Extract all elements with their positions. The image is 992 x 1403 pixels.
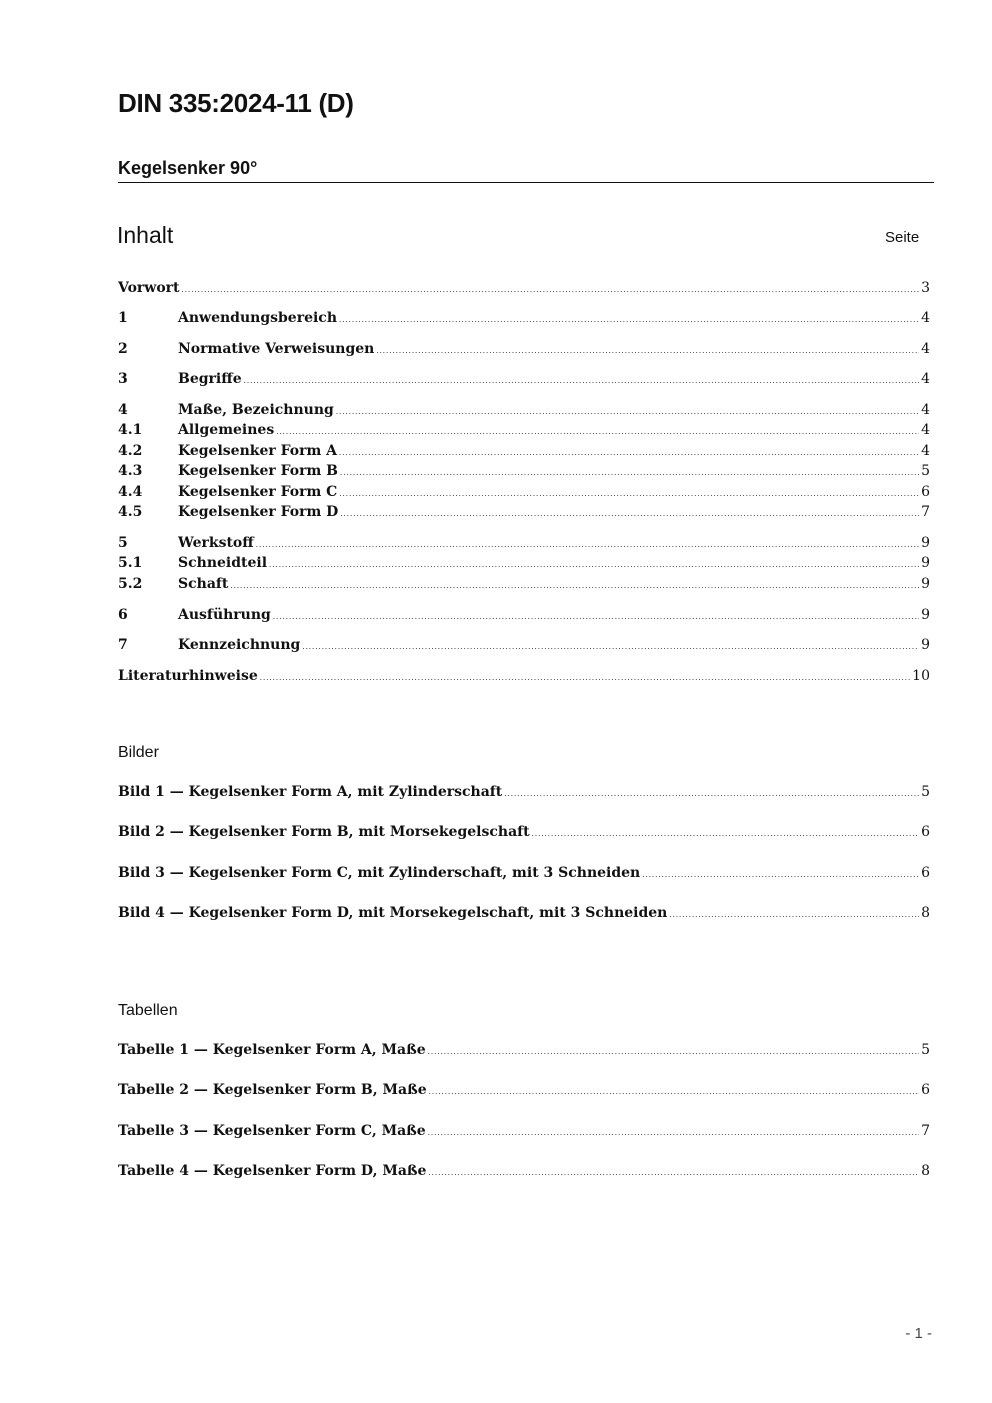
toc-entry-page: 7 <box>921 504 930 520</box>
toc-entry-page: 9 <box>921 535 930 551</box>
toc-entry[interactable] <box>118 504 930 524</box>
toc-entry-number: 2 <box>118 341 128 357</box>
toc-entry-title: Vorwort <box>118 280 180 296</box>
page-number: - 1 - <box>905 1325 932 1342</box>
table-entry-page: 5 <box>921 1042 930 1058</box>
toc-leader-dots <box>230 576 919 592</box>
toc-leader-dots <box>260 668 910 684</box>
toc-leader-dots <box>669 905 919 921</box>
tables-heading: Tabellen <box>118 1002 178 1019</box>
toc-entry-title: Kegelsenker Form A <box>178 443 338 459</box>
toc-leader-dots <box>340 463 919 479</box>
toc-entry-number: 1 <box>118 310 128 326</box>
toc-leader-dots <box>532 824 919 840</box>
toc-leader-dots <box>339 484 919 500</box>
toc-entry-title: Allgemeines <box>178 422 275 438</box>
toc-entry-title: Schaft <box>178 576 229 592</box>
toc-entry-page: 4 <box>921 371 930 387</box>
toc-entry-number: 5.1 <box>118 555 143 571</box>
toc-entry[interactable] <box>118 422 930 442</box>
toc-entry-number: 4 <box>118 402 128 418</box>
toc-entry-page: 9 <box>921 607 930 623</box>
figures-heading: Bilder <box>118 744 159 761</box>
toc-entry[interactable] <box>118 607 930 627</box>
toc-entry-page: 4 <box>921 310 930 326</box>
toc-leader-dots <box>256 535 919 551</box>
toc-leader-dots <box>340 504 919 520</box>
figure-entry[interactable] <box>118 865 930 885</box>
toc-entry-number: 4.3 <box>118 463 143 479</box>
toc-leader-dots <box>504 784 919 800</box>
toc-leader-dots <box>339 443 919 459</box>
toc-entry-number: 6 <box>118 607 128 623</box>
toc-leader-dots <box>273 607 919 623</box>
toc-leader-dots <box>642 865 919 881</box>
toc-leader-dots <box>428 1123 919 1139</box>
toc-entry[interactable] <box>118 443 930 463</box>
figure-entry[interactable] <box>118 784 930 804</box>
figure-entry[interactable] <box>118 905 930 925</box>
table-entry[interactable] <box>118 1082 930 1102</box>
toc-entry-page: 9 <box>921 576 930 592</box>
table-entry-page: 7 <box>921 1123 930 1139</box>
document-subtitle: Kegelsenker 90° <box>118 158 258 178</box>
toc-entry-title: Normative Verweisungen <box>178 341 375 357</box>
toc-entry[interactable] <box>118 310 930 330</box>
toc-entry-number: 7 <box>118 637 128 653</box>
toc-entry[interactable] <box>118 668 930 688</box>
toc-leader-dots <box>276 422 919 438</box>
toc-entry-title: Ausführung <box>178 607 271 623</box>
title-divider <box>118 182 934 183</box>
toc-entry-number: 4.1 <box>118 422 143 438</box>
toc-entry-title: Begriffe <box>178 371 242 387</box>
figure-entry-page: 8 <box>921 905 930 921</box>
toc-entry-title: Literaturhinweise <box>118 668 258 684</box>
table-entry[interactable] <box>118 1163 930 1183</box>
toc-leader-dots <box>302 637 919 653</box>
table-entry-title: Tabelle 1 — Kegelsenker Form A, Maße <box>118 1042 426 1058</box>
toc-entry-title: Kegelsenker Form C <box>178 484 338 500</box>
table-entry[interactable] <box>118 1042 930 1062</box>
toc-entry-number: 5 <box>118 535 128 551</box>
toc-entry-title: Schneidteil <box>178 555 268 571</box>
toc-entry-title: Kegelsenker Form D <box>178 504 339 520</box>
toc-entry[interactable] <box>118 463 930 483</box>
toc-leader-dots <box>428 1042 919 1058</box>
toc-entry[interactable] <box>118 402 930 422</box>
toc-entry-page: 4 <box>921 402 930 418</box>
table-entry-page: 6 <box>921 1082 930 1098</box>
toc-leader-dots <box>376 341 919 357</box>
figure-entry-page: 6 <box>921 865 930 881</box>
figure-entry-page: 6 <box>921 824 930 840</box>
toc-entry-number: 5.2 <box>118 576 143 592</box>
toc-entry-title: Anwendungsbereich <box>178 310 337 326</box>
figure-entry-title: Bild 3 — Kegelsenker Form C, mit Zylinderschaft, mit 3 Schneiden <box>118 865 641 881</box>
toc-entry-page: 4 <box>921 341 930 357</box>
toc-leader-dots <box>182 280 920 296</box>
toc-entry-page: 4 <box>921 422 930 438</box>
toc-entry-number: 4.4 <box>118 484 143 500</box>
toc-entry[interactable] <box>118 576 930 596</box>
table-entry-title: Tabelle 3 — Kegelsenker Form C, Maße <box>118 1123 426 1139</box>
figure-entry-title: Bild 2 — Kegelsenker Form B, mit Morsekegelschaft <box>118 824 530 840</box>
table-entry[interactable] <box>118 1123 930 1143</box>
toc-entry-title: Werkstoff <box>178 535 254 551</box>
toc-entry-number: 3 <box>118 371 128 387</box>
toc-entry-number: 4.5 <box>118 504 143 520</box>
page-column-label: Seite <box>885 229 920 246</box>
toc-leader-dots <box>244 371 919 387</box>
toc-entry[interactable] <box>118 371 930 391</box>
table-entry-title: Tabelle 4 — Kegelsenker Form D, Maße <box>118 1163 427 1179</box>
toc-entry-title: Maße, Bezeichnung <box>178 402 334 418</box>
toc-entry-page: 9 <box>921 637 930 653</box>
toc-entry-title: Kennzeichnung <box>178 637 301 653</box>
toc-entry[interactable] <box>118 280 930 300</box>
toc-leader-dots <box>269 555 919 571</box>
toc-entry-title: Kegelsenker Form B <box>178 463 339 479</box>
toc-entry-page: 6 <box>921 484 930 500</box>
toc-entry[interactable] <box>118 484 930 504</box>
toc-entry[interactable] <box>118 341 930 361</box>
toc-entry-page: 5 <box>921 463 930 479</box>
toc-entry[interactable] <box>118 637 930 657</box>
contents-heading: Inhalt <box>117 222 174 248</box>
toc-entry-page: 10 <box>912 668 930 684</box>
table-entry-title: Tabelle 2 — Kegelsenker Form B, Maße <box>118 1082 427 1098</box>
document-title: DIN 335:2024-11 (D) <box>118 88 354 118</box>
toc-leader-dots <box>429 1082 919 1098</box>
figure-entry[interactable] <box>118 824 930 844</box>
toc-leader-dots <box>339 310 919 326</box>
toc-leader-dots <box>428 1163 919 1179</box>
toc-entry[interactable] <box>118 535 930 555</box>
toc-entry-number: 4.2 <box>118 443 143 459</box>
toc-leader-dots <box>336 402 919 418</box>
table-entry-page: 8 <box>921 1163 930 1179</box>
figure-entry-page: 5 <box>921 784 930 800</box>
figure-entry-title: Bild 1 — Kegelsenker Form A, mit Zylinderschaft <box>118 784 503 800</box>
toc-entry-page: 9 <box>921 555 930 571</box>
toc-entry[interactable] <box>118 555 930 575</box>
toc-entry-page: 4 <box>921 443 930 459</box>
figure-entry-title: Bild 4 — Kegelsenker Form D, mit Morsekegelschaft, mit 3 Schneiden <box>118 905 668 921</box>
toc-entry-page: 3 <box>921 280 930 296</box>
